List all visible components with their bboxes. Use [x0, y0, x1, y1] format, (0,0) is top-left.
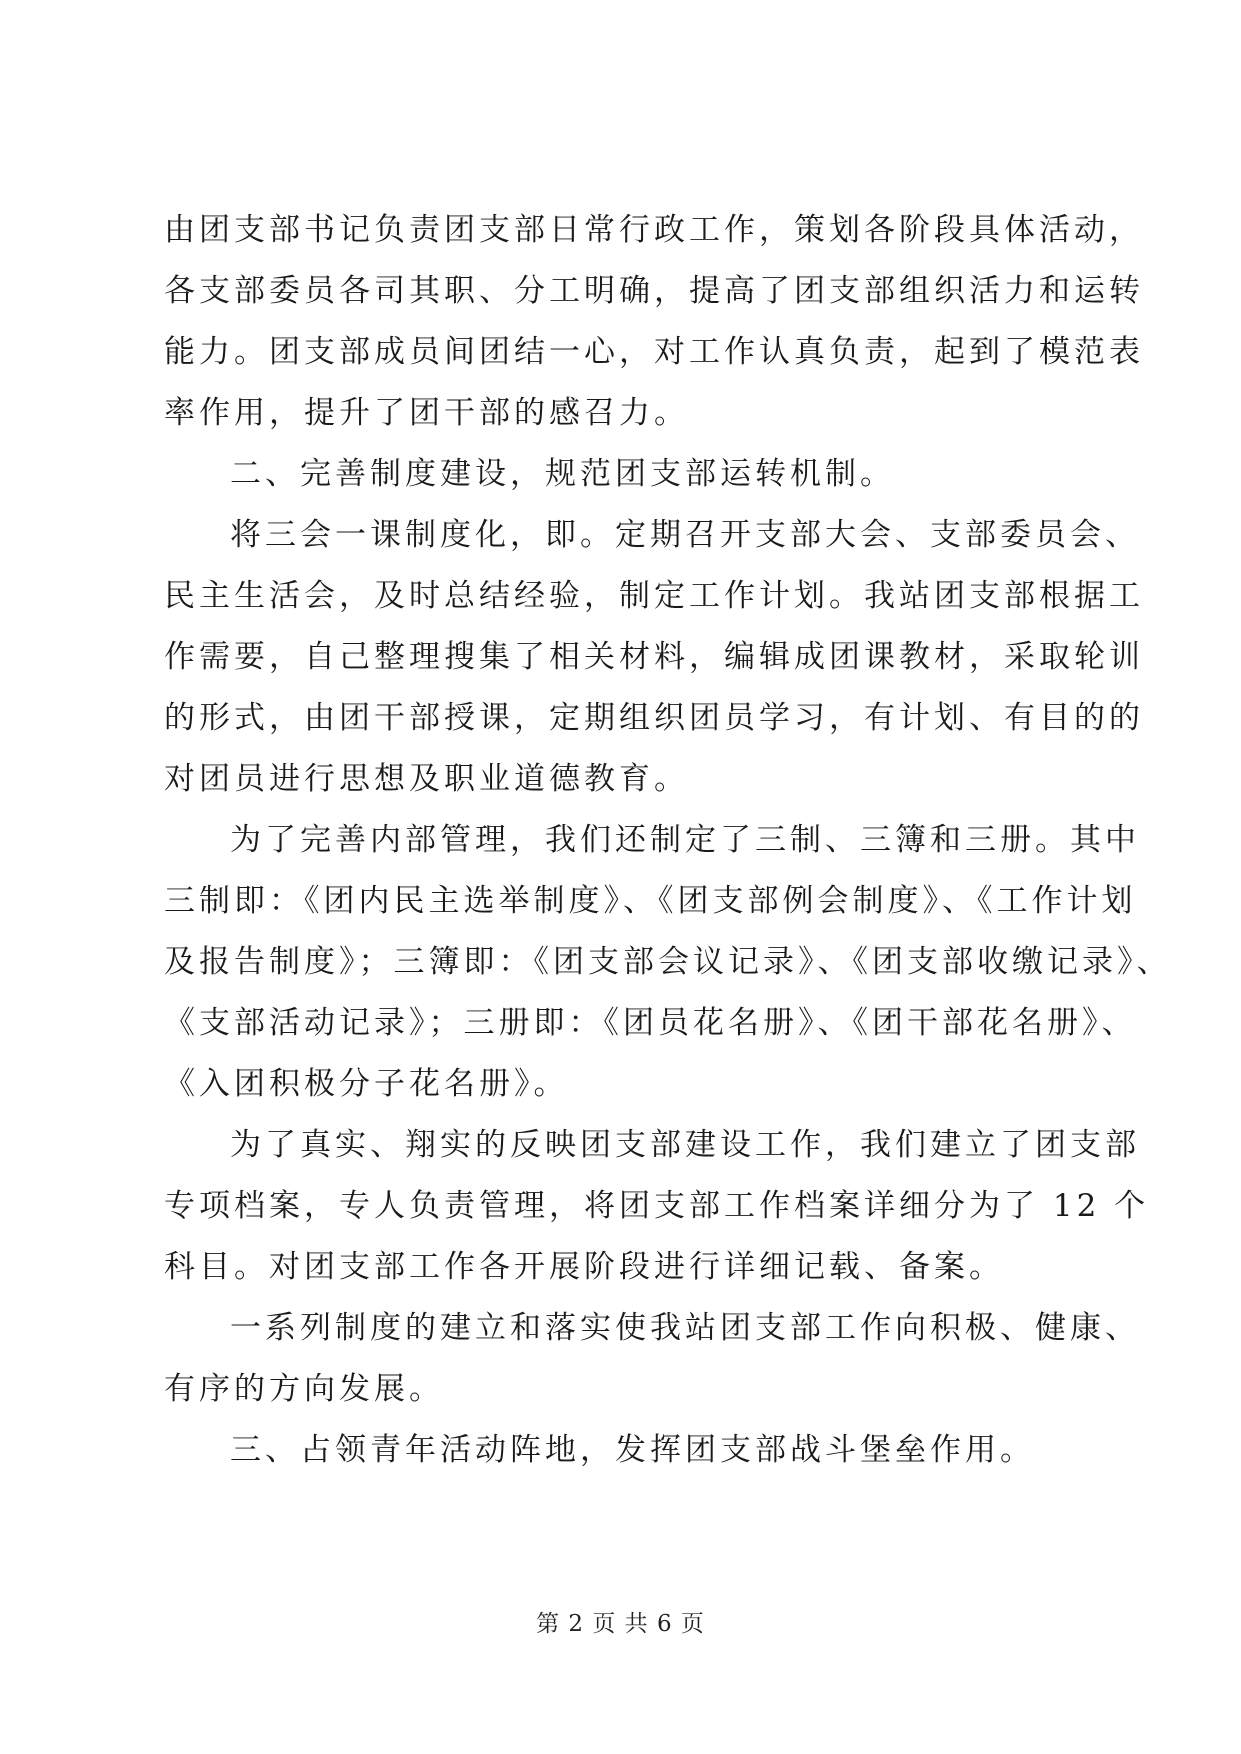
text-line: 为了真实、翔实的反映团支部建设工作，我们建立了团支部 [230, 1127, 1140, 1163]
text-line: 能力。团支部成员间团结一心，对工作认真负责，起到了模范表 [164, 334, 1144, 370]
section-heading-3: 三、占领青年活动阵地，发挥团支部战斗堡垒作用。 [230, 1432, 1035, 1468]
text-line: 三制即：《团内民主选举制度》、《团支部例会制度》、《工作计划 [164, 883, 1137, 919]
document-body [164, 200, 1172, 1481]
text-line: 《入团积极分子花名册》。 [164, 1066, 569, 1102]
text-line: 为了完善内部管理，我们还制定了三制、三簿和三册。其中 [230, 822, 1140, 858]
text-line: 率作用，提升了团干部的感召力。 [164, 395, 689, 431]
text-line: 专项档案，专人负责管理，将团支部工作档案详细分为了 12 个 [164, 1188, 1150, 1224]
page-number-footer: 第 2 页 共 6 页 [536, 1611, 705, 1637]
text-line: 的形式，由团干部授课，定期组织团员学习，有计划、有目的的 [164, 700, 1144, 736]
text-line: 对团员进行思想及职业道德教育。 [164, 761, 689, 797]
text-line: 将三会一课制度化，即。定期召开支部大会、支部委员会、 [230, 517, 1140, 553]
text-line: 有序的方向发展。 [164, 1371, 444, 1407]
text-line: 民主生活会，及时总结经验，制定工作计划。我站团支部根据工 [164, 578, 1144, 614]
text-line: 作需要，自己整理搜集了相关材料，编辑成团课教材，采取轮训 [164, 639, 1144, 675]
text-line: 《支部活动记录》；三册即：《团员花名册》、《团干部花名册》、 [164, 1005, 1137, 1041]
text-line: 科目。对团支部工作各开展阶段进行详细记载、备案。 [164, 1249, 1004, 1285]
text-line: 一系列制度的建立和落实使我站团支部工作向积极、健康、 [230, 1310, 1140, 1346]
text-line: 由团支部书记负责团支部日常行政工作，策划各阶段具体活动， [164, 212, 1144, 248]
text-line: 各支部委员各司其职、分工明确，提高了团支部组织活力和运转 [164, 273, 1144, 309]
text-line: 及报告制度》；三簿即：《团支部会议记录》、《团支部收缴记录》、 [164, 944, 1172, 980]
section-heading-2: 二、完善制度建设，规范团支部运转机制。 [230, 456, 895, 492]
